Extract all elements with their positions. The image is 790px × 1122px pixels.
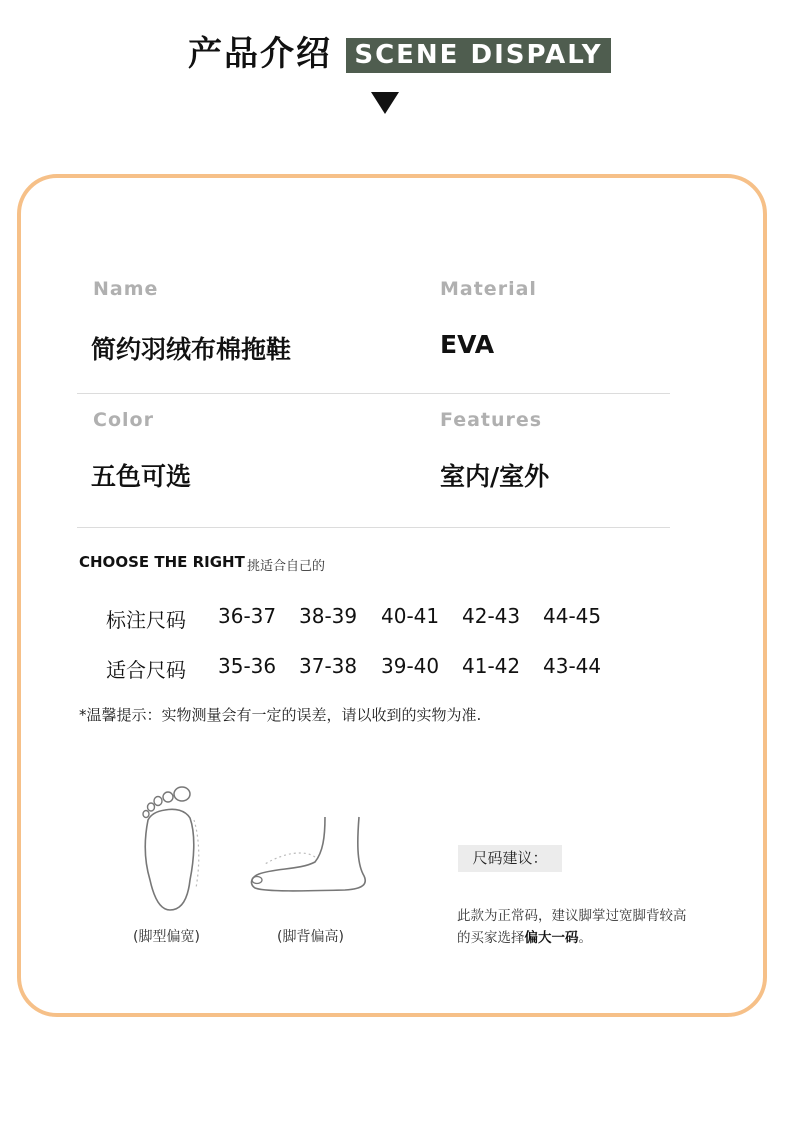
size-cell: 44-45 bbox=[543, 604, 602, 628]
row-label: 适合尺码 bbox=[106, 658, 186, 682]
size-cell: 42-43 bbox=[462, 604, 521, 628]
size-cell: 40-41 bbox=[381, 604, 440, 628]
divider bbox=[77, 393, 670, 394]
size-cell: 39-40 bbox=[381, 654, 440, 678]
size-cell: 37-38 bbox=[299, 654, 358, 678]
row-label: 标注尺码 bbox=[106, 608, 186, 632]
name-value: 简约羽绒布棉拖鞋 bbox=[91, 335, 292, 364]
name-label: Name bbox=[93, 278, 159, 300]
section-title-en: SCENE DISPALY bbox=[346, 38, 611, 73]
advice-text-bold: 偏大一码 bbox=[524, 930, 579, 946]
wide-foot-icon bbox=[130, 780, 210, 915]
material-value: EVA bbox=[440, 330, 495, 359]
size-cell: 43-44 bbox=[543, 654, 602, 678]
high-instep-foot-icon bbox=[245, 812, 375, 897]
size-cell: 41-42 bbox=[462, 654, 521, 678]
size-cell: 36-37 bbox=[218, 604, 277, 628]
size-cell: 38-39 bbox=[299, 604, 358, 628]
size-chart-title: CHOOSE THE RIGHT bbox=[79, 553, 245, 571]
color-label: Color bbox=[93, 409, 154, 431]
features-label: Features bbox=[440, 409, 543, 431]
size-advice-title: 尺码建议： bbox=[458, 845, 562, 872]
measurement-tip: *温馨提示：实物测量会有一定的误差，请以收到的实物为准. bbox=[79, 706, 482, 724]
wide-foot-caption: (脚型偏宽) bbox=[133, 929, 200, 945]
high-instep-caption: (脚背偏高) bbox=[277, 929, 344, 945]
section-title-cn: 产品介绍 bbox=[188, 34, 332, 74]
advice-text-end: 。 bbox=[578, 930, 592, 946]
material-label: Material bbox=[440, 278, 537, 300]
advice-text-main: 此款为正常码，建议脚掌过宽脚背较高的买家选择 bbox=[457, 908, 687, 946]
divider bbox=[77, 527, 670, 528]
down-triangle-icon bbox=[371, 92, 399, 114]
size-chart-subtitle: 挑适合自己的 bbox=[247, 559, 326, 574]
size-cell: 35-36 bbox=[218, 654, 277, 678]
color-value: 五色可选 bbox=[91, 462, 192, 491]
size-advice-text bbox=[457, 905, 697, 949]
features-value: 室内/室外 bbox=[440, 462, 550, 491]
